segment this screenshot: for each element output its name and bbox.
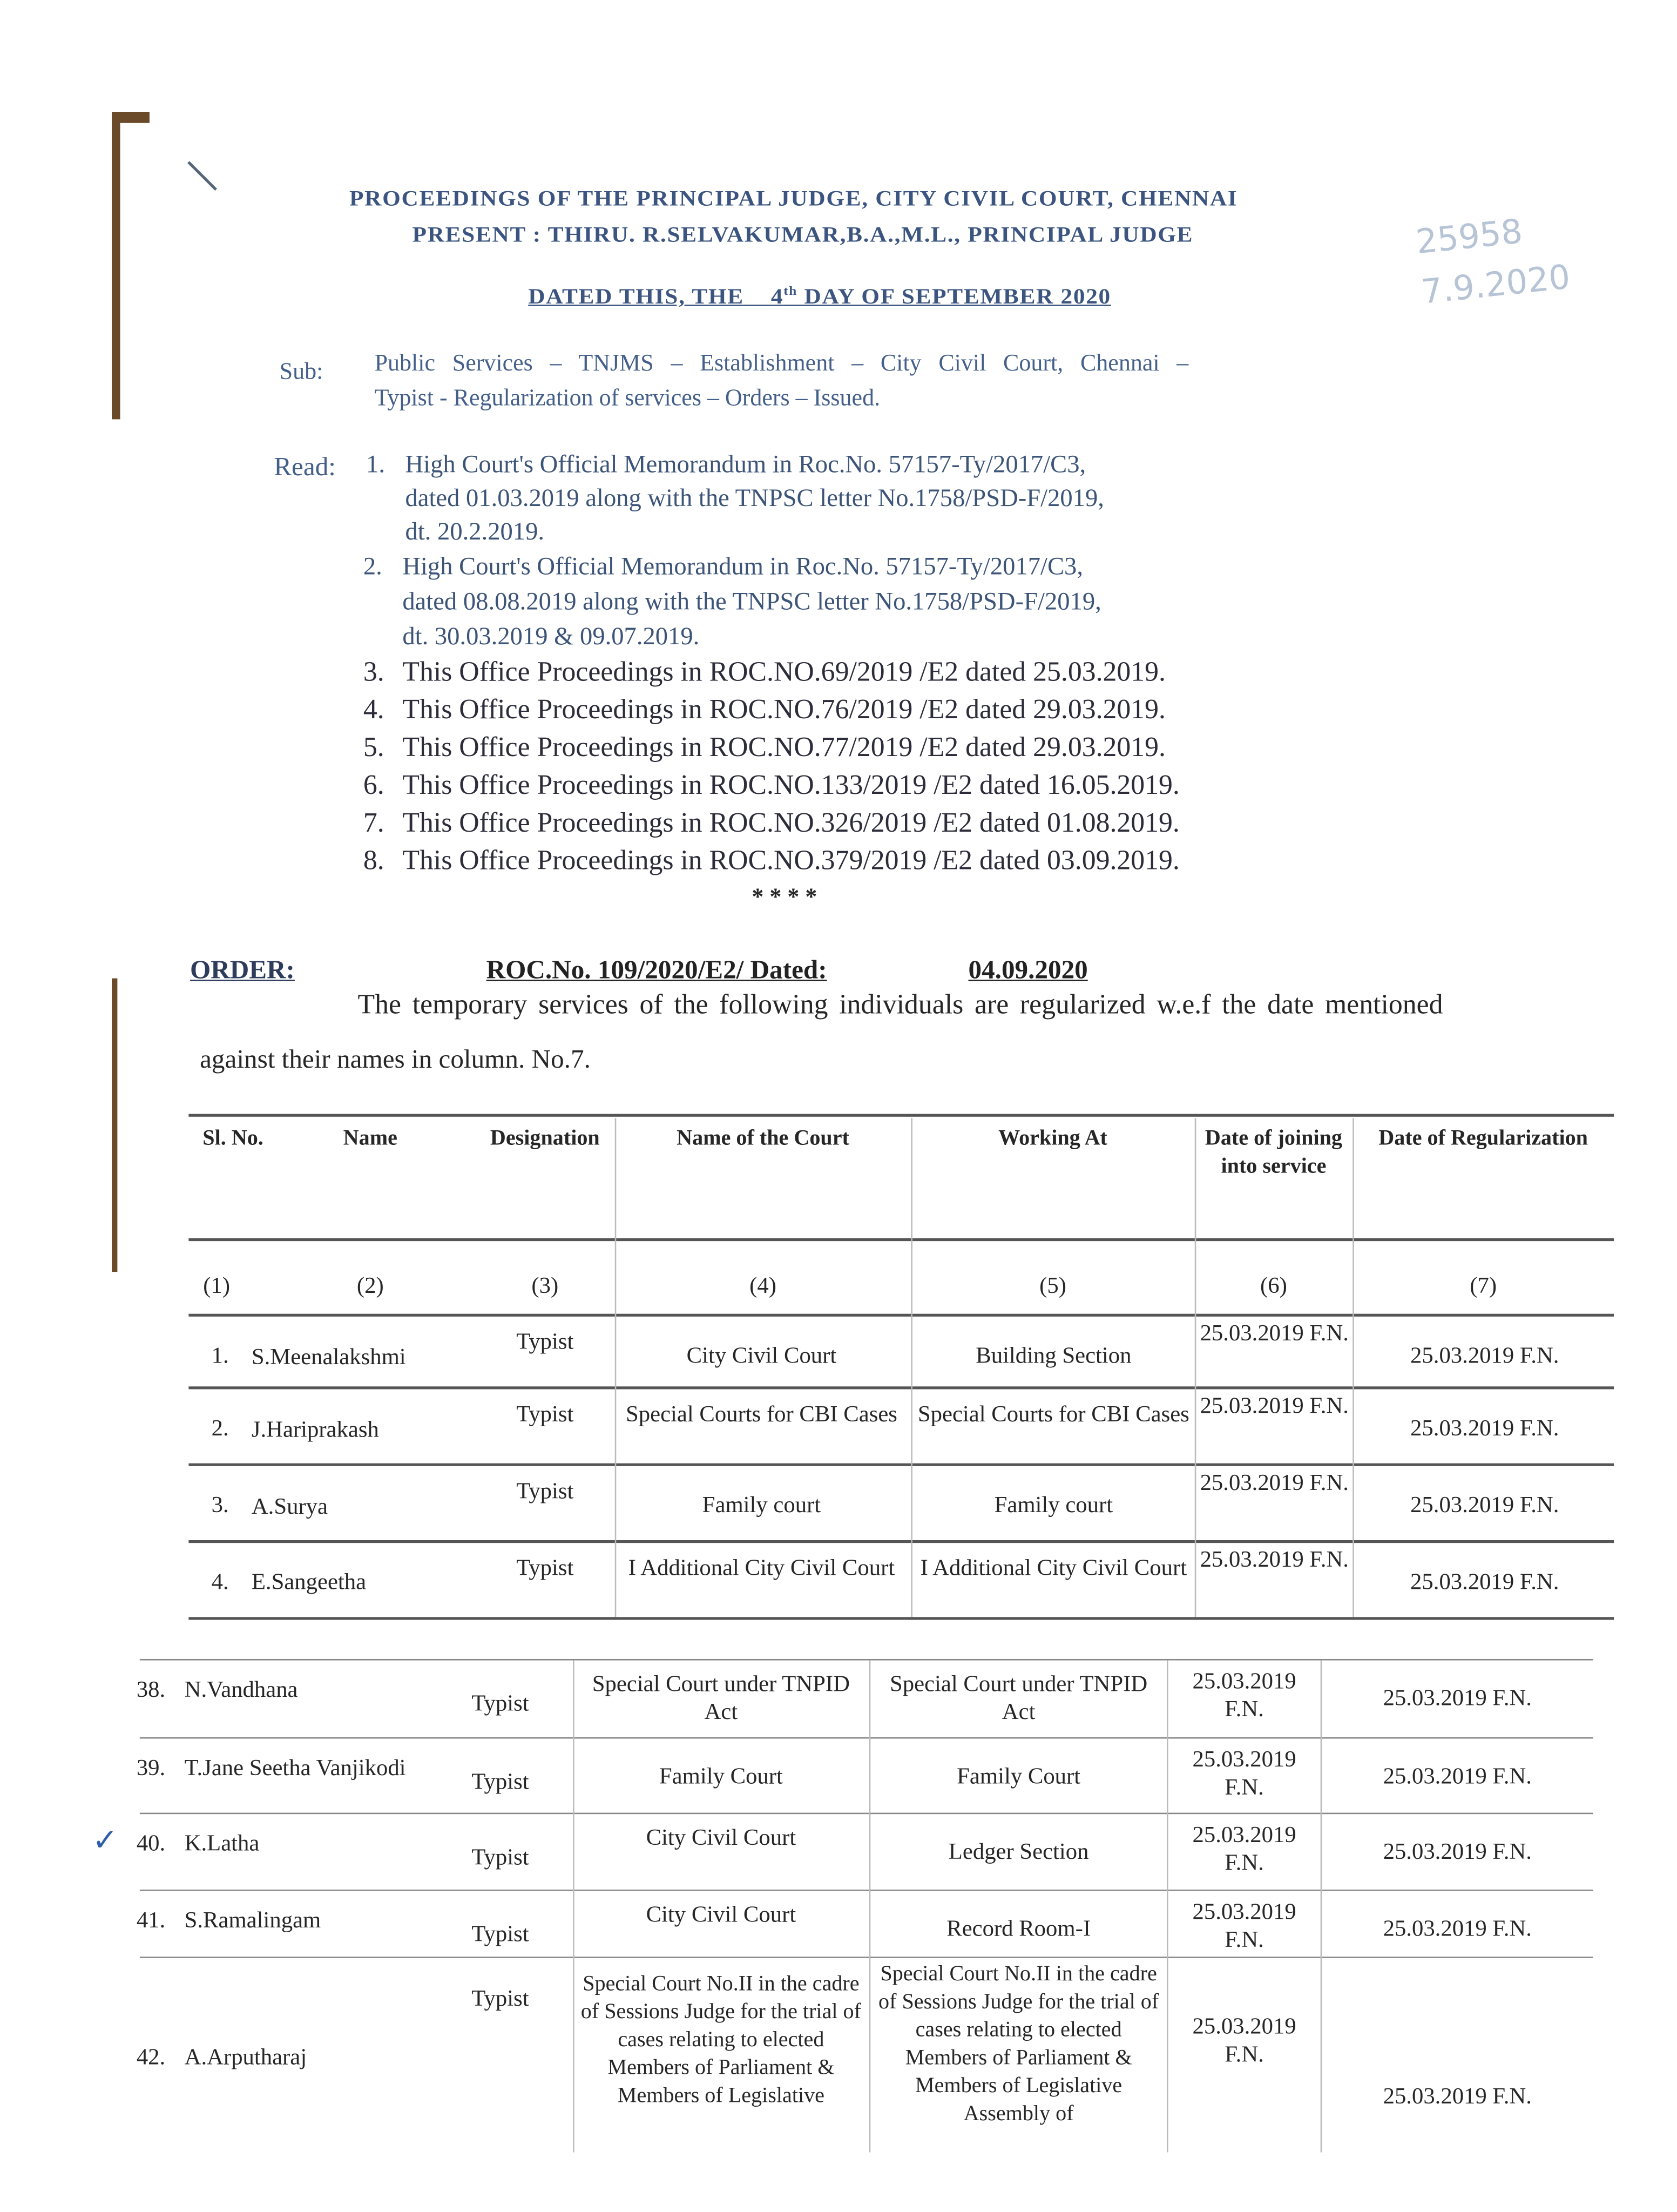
table-cell: Typist [471, 1843, 529, 1870]
table-cell: Special Court No.II in the cadre of Sessions Judge for the trial of cases relating to elected Members of Parliament & Members of Legislative Assembly of [878, 1962, 1159, 2126]
subject-line-2: Typist - Regularization of services – Orders – Issued. [374, 384, 881, 411]
column-header: Name of the Court [677, 1126, 849, 1150]
table-cell: J.Hariprakash [251, 1415, 379, 1442]
table-cell: 25.03.2019 F.N. [1410, 1568, 1559, 1595]
table-rule [140, 1737, 1593, 1739]
order-date: 04.09.2020 [968, 956, 1088, 986]
column-header: Name [343, 1126, 397, 1150]
table-cell: 25.03.2019 F.N. [1383, 1838, 1532, 1865]
read-item-line: This Office Proceedings in ROC.NO.326/2019 /E2 dated 01.08.2019. [402, 807, 1180, 839]
table-cell: Typist [516, 1477, 574, 1504]
read-item-line: dated 08.08.2019 along with the TNPSC letter No.1758/PSD-F/2019, [402, 586, 1101, 615]
table-cell: Special Courts for CBI Cases [626, 1400, 897, 1427]
read-item-number: 7. [363, 807, 384, 839]
read-item-line: This Office Proceedings in ROC.NO.379/2019 /E2 dated 03.09.2019. [402, 845, 1180, 876]
table-rule [188, 1238, 1614, 1240]
table-cell: Family court [994, 1491, 1113, 1518]
table-cell: 25.03.2019 F.N. [1200, 1392, 1349, 1419]
column-header: Date of joining into service [1205, 1126, 1342, 1178]
table-rule [140, 1957, 1593, 1958]
column-number: (5) [1039, 1272, 1066, 1299]
table-rule [188, 1464, 1614, 1466]
table-cell: 1. [211, 1341, 229, 1368]
table-cell: A.Arputharaj [184, 2043, 307, 2070]
column-rule [573, 1661, 574, 2153]
table-cell: 38. [136, 1676, 166, 1703]
table-cell: 25.03.2019 F.N. [1192, 1821, 1296, 1876]
column-rule [1167, 1661, 1168, 2153]
order-roc: ROC.No. 109/2020/E2/ Dated: [486, 956, 827, 986]
header-present: PRESENT : THIRU. R.SELVAKUMAR,B.A.,M.L., PRINCIPAL JUDGE [412, 224, 1194, 248]
column-header: Designation [490, 1126, 600, 1150]
table-cell: 25.03.2019 F.N. [1192, 1667, 1296, 1722]
header-title: PROCEEDINGS OF THE PRINCIPAL JUDGE, CITY CIVIL COURT, CHENNAI [349, 187, 1238, 211]
table-cell: 25.03.2019 F.N. [1200, 1319, 1349, 1346]
dated-prefix: DATED THIS, THE [528, 285, 744, 309]
table-cell: 25.03.2019 F.N. [1200, 1546, 1349, 1573]
table-cell: 40. [136, 1829, 166, 1856]
read-item-line: High Court's Official Memorandum in Roc.No. 57157-Ty/2017/C3, [402, 552, 1083, 581]
table-cell: City Civil Court [686, 1341, 837, 1368]
read-item-number: 2. [363, 552, 382, 581]
table-cell: Special Court under TNPID Act [890, 1670, 1148, 1725]
table-rule [188, 1386, 1614, 1388]
table-cell: 25.03.2019 F.N. [1192, 1898, 1296, 1953]
table-rule [188, 1617, 1614, 1619]
table-cell: I Additional City Civil Court [628, 1554, 895, 1581]
table-cell: Typist [516, 1400, 574, 1427]
table-cell: Special Court under TNPID Act [592, 1670, 850, 1725]
read-item-number: 6. [363, 770, 384, 801]
table-cell: 25.03.2019 F.N. [1383, 2082, 1532, 2109]
read-item-number: 5. [363, 732, 384, 764]
column-rule [1353, 1118, 1354, 1617]
table-cell: 39. [136, 1754, 166, 1781]
order-text-2: against their names in column. No.7. [200, 1045, 591, 1075]
table-cell: Ledger Section [948, 1838, 1089, 1865]
table-cell: Typist [471, 1920, 529, 1947]
column-number: (1) [203, 1272, 231, 1299]
header-dated [528, 284, 1111, 311]
table-cell: 41. [136, 1906, 166, 1933]
table-rule [188, 1314, 1614, 1316]
table-cell: S.Meenalakshmi [251, 1343, 406, 1370]
table-cell: Special Court No.II in the cadre of Sessions Judge for the trial of cases relating to elected Members of Parliament & Members of Legislative [580, 1972, 861, 2108]
table-cell: Typist [471, 1984, 529, 2012]
read-item-number: 4. [363, 694, 384, 726]
column-header: Date of Regularization [1378, 1126, 1588, 1150]
table-cell: 25.03.2019 F.N. [1410, 1341, 1559, 1368]
subject-label: Sub: [279, 358, 323, 385]
read-label: Read: [274, 453, 336, 482]
table-cell: A.Surya [251, 1492, 328, 1520]
table-cell: Family court [702, 1491, 821, 1518]
read-item-number: 8. [363, 845, 384, 876]
dated-suffix: DAY OF SEPTEMBER 2020 [804, 285, 1111, 309]
read-item-line: High Court's Official Memorandum in Roc.No. 57157-Ty/2017/C3, [405, 450, 1086, 478]
table-cell: Special Courts for CBI Cases [917, 1400, 1189, 1427]
table-cell: E.Sangeetha [251, 1568, 367, 1595]
column-rule [615, 1118, 617, 1617]
table-cell: 25.03.2019 F.N. [1200, 1468, 1349, 1496]
dated-sup: th [783, 284, 797, 298]
column-number: (7) [1470, 1272, 1497, 1299]
table-cell: 25.03.2019 F.N. [1410, 1491, 1559, 1518]
column-number: (2) [356, 1272, 384, 1299]
table-cell: 25.03.2019 F.N. [1192, 2012, 1296, 2067]
scan-edge-mark [112, 112, 120, 419]
table-cell: K.Latha [184, 1829, 260, 1856]
table-cell: 25.03.2019 F.N. [1383, 1684, 1532, 1711]
table-cell: 2. [211, 1414, 229, 1441]
table-cell: 42. [136, 2043, 166, 2070]
pen-mark [188, 161, 217, 190]
scan-edge-mark [112, 979, 117, 1272]
table-cell: Record Room-I [946, 1914, 1091, 1941]
table-cell: 3. [211, 1491, 229, 1518]
handwritten-inward-number: 25958 7.9.2020 [1414, 212, 1572, 312]
table-rule [140, 1890, 1593, 1891]
table-cell: 25.03.2019 F.N. [1410, 1414, 1559, 1441]
dated-day: 4 [770, 285, 784, 309]
table-cell: 4. [211, 1568, 229, 1595]
table-cell: 25.03.2019 F.N. [1192, 1745, 1296, 1800]
table-cell: City Civil Court [646, 1900, 796, 1927]
read-item-line: This Office Proceedings in ROC.NO.76/2019 /E2 dated 29.03.2019. [402, 694, 1166, 726]
table-rule [188, 1540, 1614, 1542]
read-item-line: This Office Proceedings in ROC.NO.77/2019 /E2 dated 29.03.2019. [402, 732, 1166, 764]
column-rule [911, 1118, 912, 1617]
table-cell: 25.03.2019 F.N. [1383, 1762, 1532, 1789]
order-label: ORDER: [190, 956, 295, 986]
read-item-line: This Office Proceedings in ROC.NO.133/2019 /E2 dated 16.05.2019. [402, 770, 1180, 801]
table-rule [188, 1114, 1614, 1116]
column-header: Sl. No. [202, 1126, 263, 1150]
column-number: (4) [749, 1272, 776, 1299]
column-rule [869, 1661, 871, 2153]
table-rule [140, 1813, 1593, 1815]
table-cell: Typist [516, 1554, 574, 1581]
table-cell: Building Section [976, 1341, 1132, 1368]
table-cell: Typist [471, 1689, 529, 1717]
table-cell: T.Jane Seetha Vanjikodi [184, 1754, 406, 1781]
separator-stars: * * * * [752, 883, 817, 910]
column-number: (6) [1260, 1272, 1287, 1299]
table-cell: 25.03.2019 F.N. [1383, 1914, 1532, 1941]
checkmark-icon: ✓ [92, 1824, 118, 1859]
table-cell: Typist [471, 1768, 529, 1795]
table-cell: Typist [516, 1327, 574, 1354]
read-item-number: 3. [363, 657, 384, 688]
table-cell: Family Court [659, 1762, 783, 1789]
subject-line-1: Public Services – TNJMS – Establishment – City Civil Court, Chennai – [374, 349, 1189, 376]
read-item-line: dt. 20.2.2019. [405, 517, 545, 545]
table-cell: City Civil Court [646, 1824, 796, 1851]
read-item-line: dated 01.03.2019 along with the TNPSC letter No.1758/PSD-F/2019, [405, 483, 1104, 512]
order-text-1: The temporary services of the following individuals are regularized w.e.f the date mentioned [357, 989, 1443, 1021]
table-cell: Family Court [957, 1762, 1081, 1789]
table-rule [140, 1659, 1593, 1661]
column-header: Working At [998, 1126, 1107, 1150]
column-rule [1195, 1118, 1196, 1617]
table-cell: N.Vandhana [184, 1676, 298, 1703]
read-item-number: 1. [366, 450, 385, 478]
read-item-line: dt. 30.03.2019 & 09.07.2019. [402, 622, 700, 650]
column-rule [1321, 1661, 1322, 2153]
table-cell: S.Ramalingam [184, 1906, 321, 1933]
read-item-line: This Office Proceedings in ROC.NO.69/2019 /E2 dated 25.03.2019. [402, 657, 1166, 688]
column-number: (3) [531, 1272, 559, 1299]
table-cell: I Additional City Civil Court [920, 1554, 1187, 1581]
